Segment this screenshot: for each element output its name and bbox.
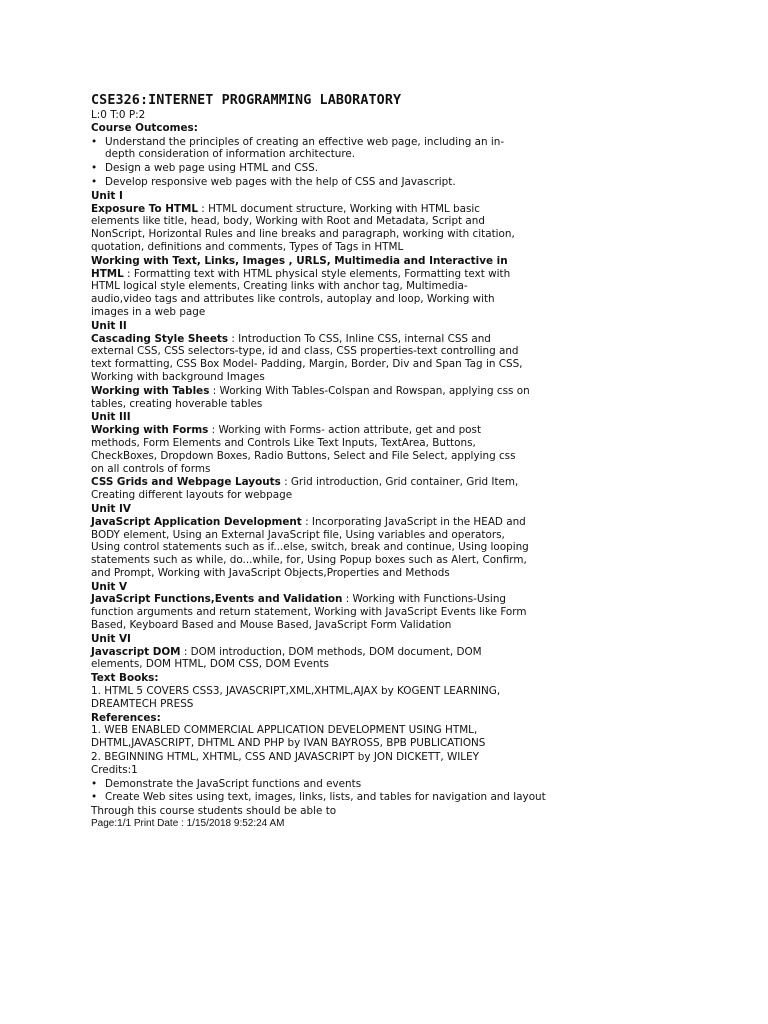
unit-heading: Unit I: [91, 189, 123, 202]
topic-body: : Introduction To CSS, Inline CSS, internal CSS and external CSS, CSS selectors-type, id and class, CSS properties-text controlling and text formatting, CSS Box Model- Padding, Margin, Border, Div and Span Tag in CSS, Working with background Images: [91, 332, 523, 383]
unit-heading: Unit II: [91, 319, 127, 332]
topic-body: : Working with Functions-Using function arguments and return statement, Working with JavaScript Events like Form Based, Keyboard Based and Mouse Based, JavaScript Form Validation: [91, 593, 527, 632]
topic-body: : Grid introduction, Grid container, Grid Item, Creating different layouts for webpage: [91, 476, 519, 502]
topic-paragraph: [91, 333, 531, 384]
topic-heading: Working with Forms: [91, 424, 209, 437]
credits-line: Credits:1: [91, 763, 138, 776]
extra-bullet-text: Create Web sites using text, images, links, lists, and tables for navigation and layout: [105, 791, 546, 804]
unit-heading: Unit V: [91, 580, 128, 593]
topic-body: : Working with Forms- action attribute, get and post methods, Form Elements and Controls Like Text Inputs, TextArea, Buttons, CheckBoxes, Dropdown Boxes, Radio Buttons, Select and File Select, applying css on all controls of forms: [91, 424, 516, 475]
topic-paragraph: [91, 385, 531, 411]
topic-body: : Working With Tables-Colspan and Rowspan, applying css on tables, creating hoverable tables: [91, 384, 530, 410]
topic-paragraph: [91, 476, 531, 502]
text-books-heading: Text Books:: [91, 672, 159, 685]
topic-paragraph: [91, 646, 531, 672]
topic-heading: JavaScript Functions,Events and Validation: [91, 593, 343, 606]
text-book-entry: 1. HTML 5 COVERS CSS3, JAVASCRIPT,XML,XHTML,AJAX by KOGENT LEARNING, DREAMTECH PRESS: [91, 685, 501, 710]
unit-heading: Unit IV: [91, 502, 131, 515]
topic-heading: JavaScript Application Development: [91, 515, 302, 528]
topic-paragraph: [91, 424, 531, 475]
outcome-text: Design a web page using HTML and CSS.: [105, 162, 319, 175]
topic-body: : HTML document structure, Working with HTML basic elements like title, head, body, Working with Root and Metadata, Script and NonScript, Horizontal Rules and line breaks and paragraph, working with citation, quotation, definitions and comments, Types of Tags in HTML: [91, 202, 515, 253]
unit-heading: Unit III: [91, 411, 131, 424]
reference-entry: 1. WEB ENABLED COMMERCIAL APPLICATION DEVELOPMENT USING HTML, DHTML,JAVASCRIPT, DHTML AND PHP by IVAN BAYROSS, BPB PUBLICATIONS: [91, 724, 486, 750]
bullet-icon: •: [91, 791, 98, 804]
reference-entry: 2. BEGINNING HTML, XHTML, CSS AND JAVASCRIPT by JON DICKETT, WILEY: [91, 751, 480, 764]
unit-heading: Unit VI: [91, 632, 131, 645]
topic-body: : Incorporating JavaScript in the HEAD and BODY element, Using an External JavaScript file, Using variables and operators, Using control statements such as if...else, switch, break and continue, Using looping statements such as while, do...while, for, Using Popup boxes such as Alert, Confirm, and Prompt, Working with JavaScript Objects,Properties and Methods: [91, 515, 529, 579]
course-outcomes-heading: Course Outcomes:: [91, 121, 198, 134]
topic-heading: Working with Text, Links, Images , URLS, Multimedia and Interactive in HTML: [91, 254, 508, 280]
topic-heading: Javascript DOM: [91, 645, 181, 658]
bullet-icon: •: [91, 162, 98, 175]
outcome-item: [91, 136, 531, 162]
topic-heading: CSS Grids and Webpage Layouts: [91, 476, 281, 489]
page-footer: Page:1/1 Print Date : 1/15/2018 9:52:24 AM: [91, 818, 285, 830]
topic-paragraph: [91, 255, 531, 319]
through-line: Through this course students should be able to: [91, 805, 337, 818]
references-heading: References:: [91, 711, 161, 724]
topic-paragraph: [91, 516, 531, 580]
outcome-text: Develop responsive web pages with the help of CSS and Javascript.: [105, 175, 456, 188]
topic-paragraph: [91, 203, 531, 254]
outcome-text: Understand the principles of creating an effective web page, including an in-depth consideration of information architecture.: [105, 135, 505, 161]
bullet-icon: •: [91, 777, 98, 790]
bullet-icon: •: [91, 135, 98, 148]
course-title: CSE326:INTERNET PROGRAMMING LABORATORY: [91, 93, 402, 108]
outcome-item: [91, 162, 531, 175]
bullet-icon: •: [91, 175, 98, 188]
topic-heading: Exposure To HTML: [91, 202, 198, 215]
extra-bullet-text: Demonstrate the JavaScript functions and events: [105, 777, 362, 790]
topic-paragraph: [91, 593, 531, 631]
extra-bullet-item: [91, 778, 531, 791]
topic-heading: Working with Tables: [91, 384, 210, 397]
outcome-item: [91, 176, 531, 189]
topic-body: : Formatting text with HTML physical style elements, Formatting text with HTML logical style elements, Creating links with anchor tag, Multimedia- audio,video tags and attributes like controls, autoplay and loop, Working with images in a web page: [91, 267, 511, 318]
topic-body: : DOM introduction, DOM methods, DOM document, DOM elements, DOM HTML, DOM CSS, DOM Events: [91, 645, 482, 671]
topic-heading: Cascading Style Sheets: [91, 332, 229, 345]
ltp-line: L:0 T:0 P:2: [91, 109, 146, 121]
extra-bullet-item: [91, 791, 551, 804]
